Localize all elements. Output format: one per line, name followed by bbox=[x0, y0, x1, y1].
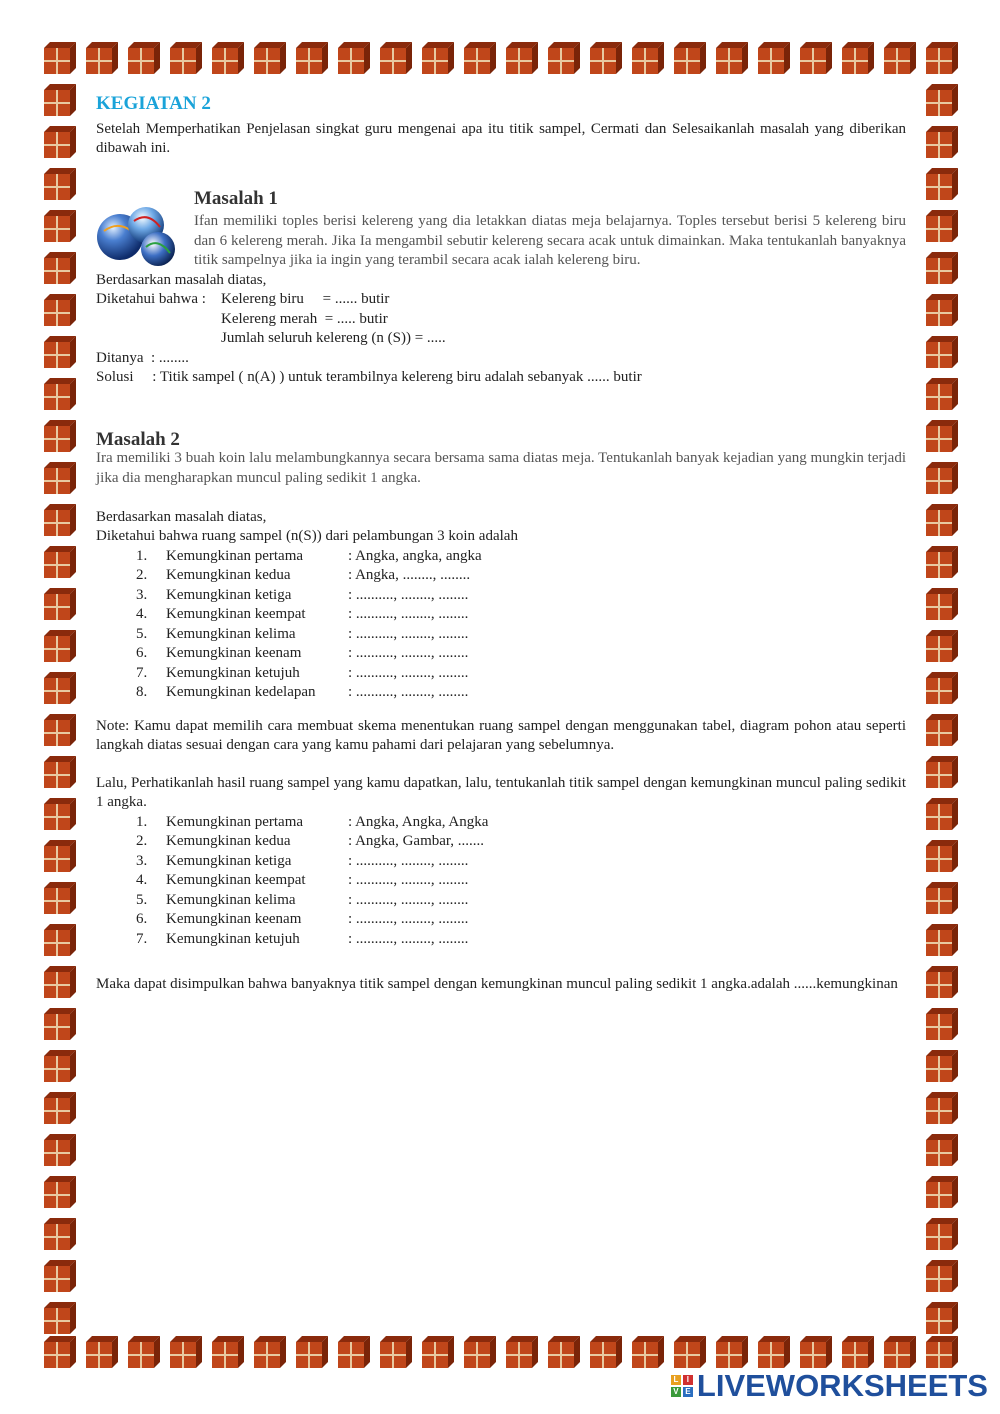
list-item bbox=[96, 566, 906, 586]
border-tile bbox=[926, 966, 958, 998]
list-item bbox=[96, 605, 906, 625]
border-tile bbox=[44, 504, 76, 536]
border-tile bbox=[338, 1336, 370, 1368]
border-tile bbox=[926, 546, 958, 578]
border-tile bbox=[548, 1336, 580, 1368]
item-label: Kemungkinan pertama bbox=[166, 547, 304, 564]
lalu-instruction: Lalu, Perhatikanlah hasil ruang sampel yang kamu dapatkan, lalu, tentukanlah titik sampel dengan kemungkinan muncul paling sedikit 1 angka. bbox=[96, 774, 906, 810]
item-number: 3. bbox=[136, 852, 148, 869]
border-tile bbox=[44, 882, 76, 914]
item-label: Kemungkinan ketujuh bbox=[166, 930, 300, 947]
border-tile bbox=[44, 1092, 76, 1124]
item-value: : Angka, Angka, Angka bbox=[348, 813, 489, 830]
border-tile bbox=[926, 1336, 958, 1368]
border-tile bbox=[590, 1336, 622, 1368]
border-tile bbox=[926, 42, 958, 74]
border-tile bbox=[128, 42, 160, 74]
border-tile bbox=[44, 378, 76, 410]
border-tile bbox=[926, 1218, 958, 1250]
item-label: Kemungkinan keempat bbox=[166, 872, 306, 888]
border-tile bbox=[44, 756, 76, 788]
border-tile bbox=[86, 42, 118, 74]
solusi: Solusi : Titik sampel ( n(A) ) untuk terambilnya kelereng biru adalah sebanyak ...... butir bbox=[96, 369, 642, 385]
item-number: 7. bbox=[136, 664, 148, 681]
marbles-image bbox=[96, 201, 178, 267]
border-tile bbox=[884, 1336, 916, 1368]
border-tile bbox=[44, 210, 76, 242]
list-item bbox=[96, 664, 906, 684]
border-tile bbox=[44, 924, 76, 956]
item-number: 6. bbox=[136, 645, 148, 661]
border-tile bbox=[44, 1302, 76, 1334]
border-tile bbox=[716, 1336, 748, 1368]
list-item bbox=[96, 625, 906, 645]
known-total: Jumlah seluruh kelereng (n (S)) = ..... bbox=[221, 330, 446, 346]
border-tile bbox=[842, 42, 874, 74]
item-label: Kemungkinan keenam bbox=[166, 645, 302, 661]
border-tile bbox=[590, 42, 622, 74]
item-label: Kemungkinan kedua bbox=[166, 833, 291, 849]
item-value: : .........., ........, ........ bbox=[348, 645, 469, 661]
border-tile bbox=[44, 336, 76, 368]
border-tile bbox=[44, 1050, 76, 1082]
border-tile bbox=[422, 1336, 454, 1368]
known-label: Diketahui bahwa : bbox=[96, 291, 206, 307]
list-item bbox=[96, 910, 906, 930]
border-tile bbox=[926, 1176, 958, 1208]
item-value: : .........., ........, ........ bbox=[348, 586, 469, 603]
border-tile bbox=[926, 714, 958, 746]
list-item bbox=[96, 547, 906, 567]
item-value: : .........., ........, ........ bbox=[348, 891, 469, 908]
worksheet-content bbox=[96, 94, 906, 995]
item-number: 7. bbox=[136, 930, 148, 947]
border-tile bbox=[926, 672, 958, 704]
border-tile bbox=[44, 630, 76, 662]
border-tile bbox=[254, 1336, 286, 1368]
list-item bbox=[96, 813, 906, 833]
item-label: Kemungkinan ketujuh bbox=[166, 664, 300, 681]
masalah-1-section bbox=[96, 189, 906, 388]
border-tile bbox=[926, 630, 958, 662]
border-tile bbox=[44, 84, 76, 116]
border-tile bbox=[296, 42, 328, 74]
item-number: 4. bbox=[136, 872, 148, 888]
border-tile bbox=[926, 126, 958, 158]
border-tile bbox=[926, 798, 958, 830]
border-tile bbox=[716, 42, 748, 74]
item-value: : .........., ........, ........ bbox=[348, 930, 469, 947]
border-tile bbox=[926, 1302, 958, 1334]
item-number: 8. bbox=[136, 684, 148, 700]
item-number: 1. bbox=[136, 813, 148, 830]
list-item bbox=[96, 644, 906, 664]
border-tile bbox=[926, 210, 958, 242]
logo-text: LIVEWORKSHEETS bbox=[696, 1368, 988, 1403]
border-tile bbox=[926, 924, 958, 956]
masalah-2-known: Diketahui bahwa ruang sampel (n(S)) dari pelambungan 3 koin adalah bbox=[96, 528, 518, 544]
border-tile bbox=[44, 966, 76, 998]
list-item bbox=[96, 871, 906, 891]
sample-space-list bbox=[96, 547, 906, 703]
border-tile bbox=[380, 1336, 412, 1368]
border-tile bbox=[44, 1260, 76, 1292]
item-value: : .........., ........, ........ bbox=[348, 625, 469, 642]
border-tile bbox=[44, 126, 76, 158]
list-item bbox=[96, 930, 906, 950]
border-tile bbox=[44, 588, 76, 620]
border-tile bbox=[926, 294, 958, 326]
masalah-1-text: Ifan memiliki toples berisi kelereng yang dia letakkan diatas meja belajarnya. Toples tersebut berisi 5 kelereng biru dan 6 kelereng merah. Jika Ia mengambil sebutir kelereng secara acak untuk dimainkan. Maka tentukanlah banyaknya titik sampelnya jika ia ingin yang terambil secara acak ialah kelereng biru. bbox=[194, 213, 906, 268]
border-tile bbox=[44, 546, 76, 578]
border-tile bbox=[548, 42, 580, 74]
border-tile bbox=[464, 42, 496, 74]
border-tile bbox=[44, 1218, 76, 1250]
border-tile bbox=[212, 42, 244, 74]
border-tile bbox=[44, 1336, 76, 1368]
item-label: Kemungkinan pertama bbox=[166, 813, 304, 830]
item-value: : Angka, angka, angka bbox=[348, 547, 482, 564]
border-tile bbox=[44, 462, 76, 494]
border-tile bbox=[86, 1336, 118, 1368]
item-number: 2. bbox=[136, 833, 148, 849]
item-value: : .........., ........, ........ bbox=[348, 684, 469, 700]
border-tile bbox=[170, 1336, 202, 1368]
list-item bbox=[96, 852, 906, 872]
border-tile bbox=[926, 504, 958, 536]
item-value: : .........., ........, ........ bbox=[348, 664, 469, 681]
border-tile bbox=[842, 1336, 874, 1368]
item-label: Kemungkinan ketiga bbox=[166, 852, 292, 869]
border-tile bbox=[44, 168, 76, 200]
border-tile bbox=[926, 1260, 958, 1292]
conclusion: Maka dapat disimpulkan bahwa banyaknya titik sampel dengan kemungkinan muncul paling sedikit 1 angka.adalah ......kemungkinan bbox=[96, 976, 898, 992]
border-tile bbox=[44, 1134, 76, 1166]
border-tile bbox=[212, 1336, 244, 1368]
list-item bbox=[96, 683, 906, 703]
border-tile bbox=[926, 882, 958, 914]
masalah-1-based: Berdasarkan masalah diatas, bbox=[96, 271, 267, 288]
border-tile bbox=[926, 756, 958, 788]
list-item bbox=[96, 891, 906, 911]
border-tile bbox=[44, 1176, 76, 1208]
border-tile bbox=[926, 588, 958, 620]
item-label: Kemungkinan keempat bbox=[166, 606, 306, 622]
item-value: : .........., ........, ........ bbox=[348, 872, 469, 888]
item-number: 4. bbox=[136, 606, 148, 622]
border-tile bbox=[926, 84, 958, 116]
border-tile bbox=[44, 798, 76, 830]
border-tile bbox=[674, 42, 706, 74]
item-label: Kemungkinan kelima bbox=[166, 891, 296, 908]
masalah-1-title: Masalah 1 bbox=[194, 187, 278, 209]
masalah-2-title: Masalah 2 bbox=[96, 428, 180, 450]
border-tile bbox=[44, 714, 76, 746]
ditanya: Ditanya : ........ bbox=[96, 349, 189, 366]
sample-point-list bbox=[96, 813, 906, 950]
border-tile bbox=[506, 42, 538, 74]
item-label: Kemungkinan keenam bbox=[166, 911, 302, 927]
masalah-2-text: Ira memiliki 3 buah koin lalu melambungkannya secara bersama sama diatas meja. Tentukanlah banyak kejadian yang mungkin terjadi jika dia mengharapkan muncul paling sedikit 1 angka. bbox=[96, 450, 906, 486]
item-value: : .........., ........, ........ bbox=[348, 911, 469, 927]
border-tile bbox=[926, 336, 958, 368]
border-tile bbox=[926, 1092, 958, 1124]
item-number: 6. bbox=[136, 911, 148, 927]
border-tile bbox=[44, 672, 76, 704]
border-tile bbox=[926, 840, 958, 872]
known-merah: Kelereng merah = ..... butir bbox=[221, 310, 388, 327]
item-number: 3. bbox=[136, 586, 148, 603]
border-tile bbox=[926, 420, 958, 452]
liveworksheets-logo bbox=[671, 1368, 988, 1404]
masalah-1-known-row bbox=[96, 290, 906, 310]
border-tile bbox=[338, 42, 370, 74]
item-label: Kemungkinan kedelapan bbox=[166, 684, 316, 700]
item-number: 1. bbox=[136, 547, 148, 564]
item-number: 5. bbox=[136, 891, 148, 908]
item-value: : Angka, Gambar, ....... bbox=[348, 833, 485, 849]
border-tile bbox=[926, 462, 958, 494]
item-value: : Angka, ........, ........ bbox=[348, 567, 471, 583]
logo-mark-icon: L I V E bbox=[671, 1375, 693, 1397]
border-tile bbox=[128, 1336, 160, 1368]
border-tile bbox=[632, 1336, 664, 1368]
border-tile bbox=[464, 1336, 496, 1368]
border-tile bbox=[926, 168, 958, 200]
item-label: Kemungkinan kelima bbox=[166, 625, 296, 642]
item-value: : .........., ........, ........ bbox=[348, 852, 469, 869]
border-tile bbox=[44, 42, 76, 74]
border-tile bbox=[296, 1336, 328, 1368]
border-tile bbox=[632, 42, 664, 74]
border-tile bbox=[506, 1336, 538, 1368]
border-tile bbox=[926, 1134, 958, 1166]
known-biru: Kelereng biru = ...... butir bbox=[221, 291, 390, 307]
list-item bbox=[96, 586, 906, 606]
border-tile bbox=[44, 1008, 76, 1040]
border-tile bbox=[44, 840, 76, 872]
note: Note: Kamu dapat memilih cara membuat skema menentukan ruang sampel dengan menggunakan tabel, diagram pohon atau seperti langkah diatas sesuai dengan cara yang kamu pahami dari pelajaran yang sebelumnya. bbox=[96, 717, 906, 753]
border-tile bbox=[800, 42, 832, 74]
item-label: Kemungkinan kedua bbox=[166, 567, 291, 583]
border-tile bbox=[926, 252, 958, 284]
border-tile bbox=[926, 1050, 958, 1082]
border-tile bbox=[44, 420, 76, 452]
border-tile bbox=[44, 294, 76, 326]
item-number: 5. bbox=[136, 625, 148, 642]
border-tile bbox=[674, 1336, 706, 1368]
masalah-2-based: Berdasarkan masalah diatas, bbox=[96, 508, 267, 525]
border-tile bbox=[758, 1336, 790, 1368]
kegiatan-intro: Setelah Memperhatikan Penjelasan singkat guru mengenai apa itu titik sampel, Cermati dan Selesaikanlah masalah yang diberikan dibawah ini. bbox=[96, 120, 906, 156]
border-tile bbox=[44, 252, 76, 284]
border-tile bbox=[884, 42, 916, 74]
item-label: Kemungkinan ketiga bbox=[166, 586, 292, 603]
border-tile bbox=[380, 42, 412, 74]
border-tile bbox=[926, 378, 958, 410]
border-tile bbox=[800, 1336, 832, 1368]
border-tile bbox=[170, 42, 202, 74]
kegiatan-title: KEGIATAN 2 bbox=[96, 93, 211, 114]
border-tile bbox=[926, 1008, 958, 1040]
item-number: 2. bbox=[136, 567, 148, 583]
border-tile bbox=[422, 42, 454, 74]
border-tile bbox=[758, 42, 790, 74]
border-tile bbox=[254, 42, 286, 74]
item-value: : .........., ........, ........ bbox=[348, 606, 469, 622]
list-item bbox=[96, 832, 906, 852]
masalah-2-section bbox=[96, 430, 906, 995]
